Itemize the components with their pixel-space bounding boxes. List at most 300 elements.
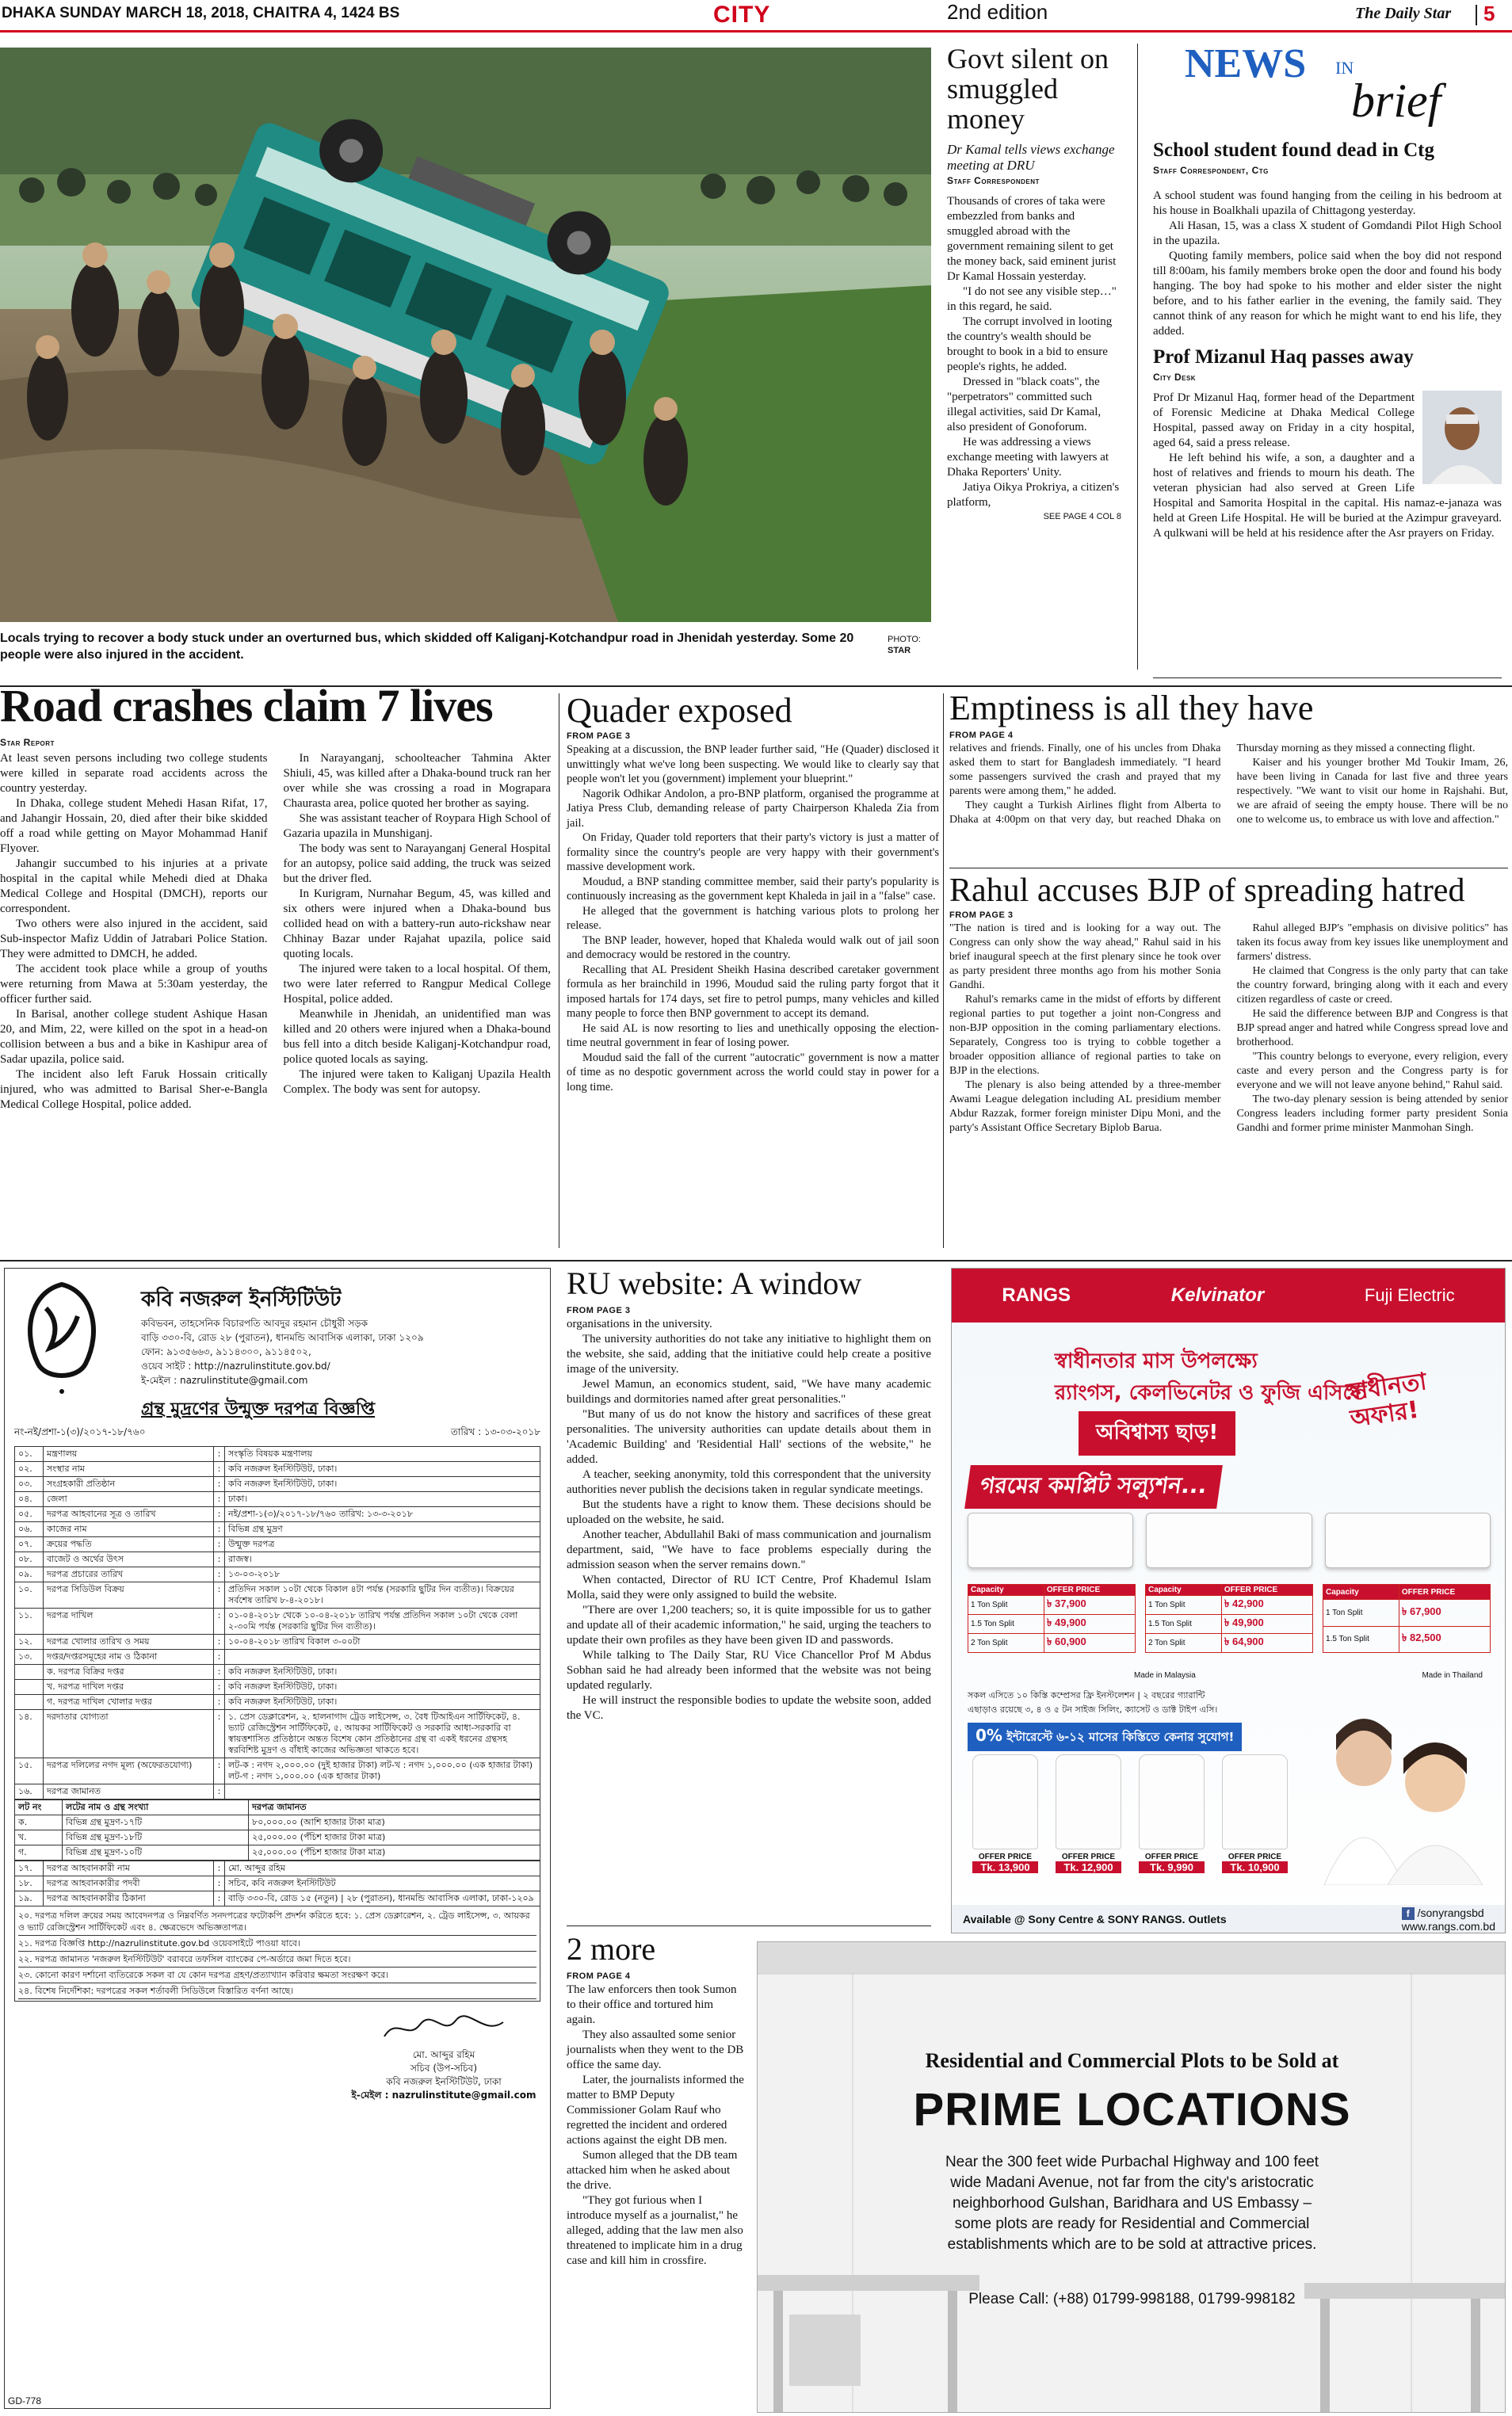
paragraph: "The nation is tired and is looking for a way out. The Congress can only show the way ahead," Rahul said in his brief inaugural speech at the first plenary since he took over as party president three months ago from his mother Sonia Gandhi. [949, 922, 1221, 991]
paragraph: Thousands of crores of taka were embezzled from banks and smuggled abroad with the government remaining silent to get the money back, said eminent jurist Dr Kamal Hossain yesterday. [947, 195, 1117, 283]
row-value: ১৩-০৩-২০১৮ [225, 1567, 540, 1582]
signer-org: কবি নজরুল ইনস্টিটিউট, ঢাকা [386, 2076, 502, 2087]
paragraph: Later, the journalists informed the matter to BMP Deputy Commissioner Golam Rauf who regretted the incident and ordered actions against the eight DB men. [567, 2074, 744, 2147]
lots-header-row [15, 1800, 540, 1815]
paragraph: He said the difference between BJP and Congress is that BJP spread anger and hatred while Congress spread love and brotherhood. [1236, 1008, 1508, 1048]
paragraph: Kaiser and his younger brother Md Toukir Imam, 26, have been living in Canada for last five and three years respectively. "We want to visit our home in Rajshahi. But, we are afraid of seeing the empty house. There will be no one to welcome us, to embrace us with love and affection." [1236, 757, 1508, 826]
lot-cell: ক. [15, 1815, 63, 1830]
row-colon: : [214, 1680, 225, 1695]
notice-header [14, 1277, 540, 1443]
row-value: সংস্কৃতি বিষয়ক মন্ত্রণালয় [225, 1447, 540, 1462]
signer-name: মো. আব্দুর রহিম [412, 2049, 475, 2060]
paragraph: Dressed in "black coats", the "perpetrators" committed such illegal activities, said Dr Kamal, also president of Gonoforum. [947, 376, 1102, 433]
notice-date: তারিখ : ১৩-০৩-২০১৮ [450, 1426, 540, 1437]
row-number: ১০. [15, 1582, 44, 1609]
price-header-cell: OFFER PRICE [1399, 1585, 1490, 1600]
row-number: ১৭. [15, 1861, 44, 1876]
row-number: ০৩. [15, 1477, 44, 1492]
signer-title: সচিব (উপ-সচিব) [410, 2063, 478, 2074]
row-value: উন্মুক্ত দরপত্র [225, 1537, 540, 1552]
signature-scribble [380, 2013, 507, 2044]
paragraph: He alleged that the government is hatching various plots to prolong her release. [567, 904, 939, 932]
row-value: প্রতিদিন সকাল ১০টা থেকে বিকাল ৪টা পর্যন্ত (সরকারি ছুটির দিন ব্যতীত)। বিক্রয়ের সর্বশেষ তারিখ ৮-৪-২০১৮। [225, 1582, 540, 1609]
row-value: বাড়ি ৩৩০-বি, রোড ১৫ (নতুন) | ২৮ (পুরাতন), ধানমন্ডি আবাসিক এলাকা, ঢাকা-১২০৯ [225, 1891, 540, 1906]
paragraph: "This country belongs to everyone, every religion, every caste and every person and the Congress party is for everyone and we will not leave anyone behind," Rahul said. [1236, 1051, 1508, 1091]
capacity-cell: 1 Ton Split [1323, 1600, 1399, 1626]
price-row [968, 1596, 1136, 1615]
row-number: ১১. [15, 1609, 44, 1635]
row-value: ১০-০৪-২০১৮ তারিখ বিকাল ৩-০০টা [225, 1635, 540, 1650]
facebook-icon: f [1402, 1907, 1415, 1920]
capacity-cell: 2 Ton Split [968, 1634, 1044, 1653]
lot-cell: বিভিন্ন গ্রন্থ মুদ্রণ-১৭টি [63, 1815, 249, 1830]
rangs-hero [952, 1323, 1505, 1933]
address-line: ই-মেইল : nazrulinstitute@gmail.com [141, 1375, 308, 1386]
notice-row [15, 1522, 540, 1537]
govt-silent-headline: Govt silent on smuggled money [947, 43, 1109, 135]
ru-from: FROM PAGE 3 [567, 1306, 631, 1315]
paper-logo: The Daily Star [1355, 5, 1452, 22]
paragraph: The university authorities do not take any initiative to highlight them on the website, she said, adding that the initiative could help create a positive image of the university. [567, 1333, 931, 1376]
price-table [1323, 1584, 1491, 1653]
paragraph: Ali Hasan, 15, was a class X student of Gomdandi Pilot High School in the upazila. [1153, 219, 1502, 247]
bus-accident-photo [0, 48, 931, 622]
rahul-headline: Rahul accuses BJP of spreading hatred [949, 872, 1465, 909]
paragraph: The incident also left Faruk Hossain critically injured, who was admitted to Barisal Sher-e-Bangla Medical College Hospital, police added. [0, 1068, 268, 1111]
govt-silent-story [947, 44, 1121, 521]
family-illustration [1292, 1695, 1499, 1885]
brief-title-news: NEWS [1185, 41, 1307, 86]
paragraph: "But many of us do not know the history and sacrifices of these great personalities. The university authorities can update details about them in 'Academic Building' and 'Residential Hall' sections of the website," he added. [567, 1408, 931, 1466]
nazrul-tender-notice [4, 1268, 551, 2409]
row-number: ০৫. [15, 1507, 44, 1522]
air-cooler-item [1217, 1754, 1292, 1873]
paragraph: A teacher, seeking anonymity, told this correspondent that the university authorities never publish the decisions taken in regular syndicate meetings. [567, 1468, 931, 1496]
emptiness-from: FROM PAGE 4 [949, 731, 1014, 740]
notice-signature [347, 2013, 540, 2102]
brief-headline-2: Prof Mizanul Haq passes away [1153, 346, 1414, 368]
row-label: দরপত্র সিডিউল বিক্রয় [44, 1582, 214, 1609]
made-in-thailand: Made in Thailand [1422, 1671, 1483, 1680]
row-colon: : [214, 1710, 225, 1758]
price-row [1146, 1634, 1313, 1653]
brief-title [1153, 36, 1502, 131]
column-divider [1137, 44, 1138, 670]
paragraph: They also assaulted some senior journalists when they went to the DB office the same day. [567, 2029, 744, 2071]
lead-photo [0, 48, 931, 622]
social-handle-text: /sonyrangsbd [1417, 1906, 1484, 1919]
ad-note-2: এছাড়াও রয়েছে ৩, ৪ ও ৫ টন সাইজ সিলিং, ক্যাসেট ও ডাক্ট টাইপ এসি। [968, 1704, 1218, 1715]
paragraph: But the students have a right to know them. These decisions should be uploaded on the website, he said. [567, 1498, 931, 1526]
row-colon: : [214, 1784, 225, 1800]
row-value: রাজস্ব। [225, 1552, 540, 1567]
row-colon: : [214, 1477, 225, 1492]
section-label: CITY [713, 2, 771, 28]
notice-table-2 [14, 1861, 540, 1906]
price-table [1145, 1584, 1313, 1653]
rangs-ad [951, 1268, 1506, 1933]
paragraph: The plenary is also being attended by a three-member Awami League delegation including AL presidium member Abdur Razzak, former foreign minister Dipu Moni, and the party's Assistant Office Secretary Biplob Barua. [949, 1079, 1221, 1134]
row-label: দরপত্র দলিলের নগদ মূল্য (অফেরতযোগ্য) [44, 1758, 214, 1784]
ac-unit-rangs [968, 1513, 1133, 1568]
paragraph: A school student was found hanging from the ceiling in his bedroom at his house in Boalkhali upazila of Chittagong yesterday. [1153, 189, 1502, 217]
row-value: কবি নজরুল ইনস্টিটিউট, ঢাকা। [225, 1477, 540, 1492]
notice-row [15, 1462, 540, 1477]
prime-title: Residential and Commercial Plots to be Sold at [925, 2049, 1339, 2072]
notice-row [15, 1784, 540, 1800]
section-rule [0, 1260, 1512, 1261]
rahul-body [949, 922, 1508, 1246]
row-value: কবি নজরুল ইনস্টিটিউট, ঢাকা। [225, 1665, 540, 1680]
prime-locations-ad [757, 1941, 1506, 2413]
lot-cell: বিভিন্ন গ্রন্থ মুদ্রণ-১০টি [63, 1845, 249, 1861]
lot-cell: গ. [15, 1845, 63, 1861]
row-colon: : [214, 1635, 225, 1650]
ad-note-1: সকল এসিতে ১০ কিস্তি কম্প্রেসর ফ্রি ইনস্টলেশন | ২ বছরের গ্যারান্টি [968, 1690, 1205, 1700]
price-table [968, 1584, 1136, 1653]
quader-story [567, 693, 939, 1094]
row-value: বিভিন্ন গ্রন্থ মুদ্রণ [225, 1522, 540, 1537]
row-colon: : [214, 1758, 225, 1784]
notice-org: কবি নজরুল ইনস্টিটিউট [141, 1288, 342, 1311]
row-value: ঢাকা। [225, 1492, 540, 1507]
brief-bottom-rule [1153, 677, 1502, 678]
paragraph: He will instruct the responsible bodies to update the website soon, added the VC. [567, 1694, 931, 1722]
paragraph: organisations in the university. [567, 1318, 712, 1330]
govt-silent-jump: SEE PAGE 4 COL 8 [1043, 512, 1121, 521]
row-number: ০৬. [15, 1522, 44, 1537]
notice-row [15, 1507, 540, 1522]
offer-price-cell: ৳ 82,500 [1399, 1626, 1490, 1652]
row-label: দরপত্র প্রচারের তারিখ [44, 1567, 214, 1582]
row-colon: : [214, 1537, 225, 1552]
offer-price-cell: ৳ 67,900 [1399, 1600, 1490, 1626]
cooler-offer-label: OFFER PRICE [1144, 1853, 1199, 1861]
notice-note: ২৪. বিশেষ নির্দেশিকা: দরপত্রের সকল শর্তাবলী সিডিউলে বিস্তারিত বর্ণনা আছে। [18, 1983, 536, 1999]
page-number: 5 [1483, 2, 1495, 25]
govt-silent-byline: Staff Correspondent [947, 175, 1040, 186]
paragraph: The law enforcers then took Sumon to their office and tortured him again. [567, 1983, 737, 2026]
mother-child-photo [1292, 1695, 1499, 1885]
address-line: ফোন: ৯১৩৫৬৬৩, ৯১১৪৩০০, ৯১১৪৫০২, [141, 1346, 311, 1357]
lot-row [15, 1845, 540, 1861]
nazrul-logo [14, 1277, 109, 1395]
ad-campaign-logo: স্বাধীনতা অফার! [1344, 1368, 1429, 1433]
row-label: দরপত্র খোলার তারিখ ও সময় [44, 1635, 214, 1650]
price-header-cell: OFFER PRICE [1044, 1585, 1135, 1596]
rangs-brand-bar [952, 1269, 1505, 1323]
ac-unit-kelvinator [1146, 1513, 1312, 1568]
row-label: ক্রয়ের পদ্ধতি [44, 1537, 214, 1552]
row-value: কবি নজরুল ইনস্টিটিউট, ঢাকা। [225, 1462, 540, 1477]
row-label: কাজের নাম [44, 1522, 214, 1537]
notice-row [15, 1695, 540, 1710]
offer-price-cell: ৳ 49,900 [1044, 1615, 1135, 1634]
notice-row [15, 1680, 540, 1695]
two-more-body [567, 1983, 745, 2269]
notice-notes [14, 1906, 540, 2002]
emptiness-story [949, 691, 1508, 900]
govt-silent-deck: Dr Kamal tells views exchange meeting at DRU [947, 142, 1115, 173]
row-number: ০২. [15, 1462, 44, 1477]
paragraph: The injured were taken to Kaliganj Upazila Health Complex. The body was sent for autopsy. [283, 1068, 551, 1096]
masthead-divider [1476, 5, 1477, 25]
row-colon: : [214, 1507, 225, 1522]
lot-row [15, 1815, 540, 1830]
paragraph: She was assistant teacher of Roypara High School of Gazaria upazila in Munshiganj. [283, 812, 551, 840]
made-in-row [1134, 1671, 1483, 1680]
row-colon: : [214, 1695, 225, 1710]
govt-silent-body [947, 194, 1121, 510]
paragraph: While talking to The Daily Star, RU Vice Chancellor Prof M Abdus Sobhan said he had already been informed that the website was not being updated regularly. [567, 1649, 931, 1692]
paragraph: He said AL is now resorting to lies and unethically opposing the election-time neutral government in fear of losing power. [567, 1021, 939, 1049]
air-cooler-image [972, 1754, 1038, 1849]
row-colon: : [214, 1462, 225, 1477]
brief-title-brief: brief [1351, 74, 1441, 127]
made-in-malaysia: Made in Malaysia [1134, 1671, 1196, 1680]
row-value [225, 1650, 540, 1665]
row-label: খ. দরপত্র দাখিল দপ্তর [44, 1680, 214, 1695]
address-line: বাড়ি ৩৩০-বি, রোড ২৮ (পুরাতন), ধানমন্ডি আবাসিক এলাকা, ঢাকা ১২০৯ [141, 1332, 424, 1343]
row-number: ০৪. [15, 1492, 44, 1507]
row-label: দরপত্র আহবানকারীর ঠিকানা [44, 1891, 214, 1906]
cooler-price: Tk. 9,990 [1139, 1861, 1205, 1873]
lots-header-cell: দরপত্র জামানত [249, 1800, 540, 1815]
paragraph: In Kurigram, Nurnahar Begum, 45, was killed and six others were injured when a Dhaka-bound bus collided head on with a battery-run auto-rickshaw near Chhinay Bazar under Rajahat upazila, police said quoting locals. [283, 887, 551, 960]
row-number: ১৪. [15, 1710, 44, 1758]
paragraph: Recalling that AL President Sheikh Hasina described caretaker government formula as her brainchild in 1996, Moudud said the ruling party forgot that it imposed hartals for 174 days, set fire to petrol pumps, many vehicles and killed many people to force then BNP government to accept its demand. [567, 963, 939, 1020]
price-tables [968, 1584, 1491, 1653]
two-more-story [567, 1933, 745, 2269]
row-label: ক. দরপত্র বিক্রির দপ্তর [44, 1665, 214, 1680]
notice-row [15, 1567, 540, 1582]
brief-body-1 [1153, 189, 1502, 339]
price-header-cell: OFFER PRICE [1221, 1585, 1312, 1596]
paragraph: The injured were taken to a local hospital. Of them, two were later referred to Rangpur Medical College Hospital, police added. [283, 963, 551, 1006]
paragraph: Moudud, a BNP standing committee member, said their party's popularity is continuously increasing as the government kept Khaleda in jail in a "false" case. [567, 875, 939, 903]
capacity-cell: 1.5 Ton Split [1323, 1626, 1399, 1652]
road-crashes-byline: Star Report [0, 737, 55, 748]
row-number: ১৯. [15, 1891, 44, 1906]
row-colon: : [214, 1582, 225, 1609]
road-crashes-headline: Road crashes claim 7 lives [0, 680, 493, 731]
row-value: ০১-০৪-২০১৮ থেকে ১০-০৪-২০১৮ তারিখ পর্যন্ত প্রতিদিন সকাল ১০টা থেকে বেলা ২-৩০মি পর্যন্ত (সরকারি ছুটির দিন ব্যতীত)। [225, 1609, 540, 1635]
price-header-row [1146, 1585, 1313, 1596]
row-number: ০৮. [15, 1552, 44, 1567]
ac-unit-fuji [1325, 1513, 1491, 1568]
paragraph: Nagorik Odhikar Andolon, a pro-BNP platform, organised the programme at Jatiya Press Club, demanding release of party Chairperson Khaleda Zia from jail. [567, 787, 939, 830]
notice-table [14, 1446, 540, 1800]
offer-price-cell: ৳ 37,900 [1044, 1596, 1135, 1615]
lots-header-cell: লট নং [15, 1800, 63, 1815]
cooler-price: Tk. 13,900 [972, 1861, 1038, 1873]
row-number [15, 1695, 44, 1710]
lot-cell: ২৫,০০০.০০ (পঁচিশ হাজার টাকা মাত্র) [249, 1830, 540, 1845]
prime-call: Please Call: (+88) 01799-998188, 01799-998182 [968, 2291, 1296, 2307]
paragraph: "There are over 1,200 teachers; so, it is quite impossible for us to gather and update all of their academic information," he said, urging the teachers to update their own profiles as they have been given ID and passwords. [567, 1604, 931, 1647]
row-colon: : [214, 1609, 225, 1635]
price-row [968, 1634, 1136, 1653]
row-label: দরপত্র আহবানকারীর পদবী [44, 1876, 214, 1891]
brand-rangs: RANGS [1002, 1284, 1071, 1306]
credit-label: PHOTO: [888, 635, 921, 644]
paragraph: Rahul alleged BJP's "emphasis on divisive politics" has taken its focus away from key issues like unemployment and farmers' distress. [1236, 922, 1508, 963]
paragraph: relatives and friends. Finally, one of his uncles from Dhaka asked them to start for Bangladesh immediately. "I heard some passengers survived the crash and prayed that my parents were among them," he added. [949, 742, 1221, 797]
road-crashes-body [0, 751, 551, 1242]
column-divider [943, 693, 944, 1248]
row-number: ০৯. [15, 1567, 44, 1582]
offer-price-cell: ৳ 49,900 [1221, 1615, 1312, 1634]
row-colon: : [214, 1650, 225, 1665]
paragraph: Jahangir succumbed to his injuries at a private hospital in the capital while Mehedi died at Dhaka Medical College and Hospital (DMCH), reports our correspondent. [0, 857, 268, 915]
row-value: কবি নজরুল ইনস্টিটিউট, ঢাকা। [225, 1695, 540, 1710]
row-number: ১৮. [15, 1876, 44, 1891]
notice-row [15, 1665, 540, 1680]
offer-price-cell: ৳ 64,900 [1221, 1634, 1312, 1653]
paragraph: The body was sent to Narayanganj General Hospital for an autopsy, police said adding, the truck was seized but the driver fled. [283, 842, 551, 885]
row-label: জেলা [44, 1492, 214, 1507]
address-line: ওয়েব সাইট : http://nazrulinstitute.gov.bd/ [141, 1361, 330, 1372]
paragraph: In Barisal, another college student Ashique Hasan 20, and Mim, 22, were killed on the spot in a head-on collision between a bus and a bike in Kashipur area of Sadar upazila, police said. [0, 1008, 268, 1066]
notice-row [15, 1891, 540, 1906]
ru-website-story [567, 1265, 931, 1723]
two-more-from: FROM PAGE 4 [567, 1971, 631, 1981]
mizanul-haq-portrait [1422, 391, 1502, 484]
paragraph: When contacted, Director of RU ICT Centre, Prof Khademul Islam Molla, said they were only assigned to build the website. [567, 1574, 931, 1601]
row-label: দরপত্র আহবানকারী নাম [44, 1861, 214, 1876]
row-number [15, 1680, 44, 1695]
capacity-cell: 1.5 Ton Split [1146, 1615, 1222, 1634]
paragraph: The corrupt involved in looting the country's wealth should be brought to book in a bid to ensure people's rights, he added. [947, 315, 1113, 373]
emi-text: ইন্টারেস্টে ৬-১২ মাসের কিস্তিতে কেনার সুযোগ! [1006, 1730, 1235, 1744]
emi-banner [968, 1723, 1242, 1751]
paragraph: "I do not see any visible step…" in this regard, he said. [947, 285, 1117, 313]
paragraph: Moudud said the fall of the current "autocratic" government is now a matter of time as no despotic government across the world could stay in power for a long time. [567, 1051, 939, 1093]
price-header-cell: Capacity [968, 1585, 1044, 1596]
brief-body-2 [1153, 391, 1502, 541]
notice-address [141, 1316, 424, 1387]
edition-label: 2nd edition [947, 0, 1048, 24]
address-line: কবিভবন, তাহসেনিক বিচারপতি আবদুর রহমান চৌধুরী সড়ক [141, 1318, 368, 1329]
notice-row [15, 1758, 540, 1784]
paragraph: He left behind his wife, a son, a daughter and a host of relatives and friends to mourn his death. The veteran physician had also served at Green Life Hospital and Samorita Hospital in the capital. His namaz-e-janaza was held at Green Life Hospital. He will be buried at the Azimpur graveyard. A qulkwani will be held at his residence after the Asr prayers on Friday. [1153, 452, 1502, 540]
paragraph: "They got furious when I introduce myself as a journalist," he alleged, adding that the law men also threatened to implicate him in a drug case and kill him in crossfire. [567, 2194, 743, 2267]
notice-row [15, 1477, 540, 1492]
capacity-cell: 1 Ton Split [1146, 1596, 1222, 1615]
notice-row [15, 1552, 540, 1567]
lot-row [15, 1830, 540, 1845]
price-row [1146, 1615, 1313, 1634]
paragraph: Another teacher, Abdullahil Baki of mass communication and journalism department, said, "We have to face problems especially during the admission season when the server remains down." [567, 1529, 931, 1571]
lot-cell: বিভিন্ন গ্রন্থ মুদ্রণ-১৮টি [63, 1830, 249, 1845]
quader-from: FROM PAGE 3 [567, 731, 631, 741]
quader-body [567, 742, 939, 1094]
emptiness-headline: Emptiness is all they have [949, 689, 1314, 727]
paragraph: In Narayanganj, schoolteacher Tahmina Akter Shiuli, 45, was killed after a Dhaka-bound truck ran her over while she was crossing a road in Mograpara Chaurasta area, police quoted her brother as saying. [283, 752, 551, 810]
notice-ref: নং-নই/প্রশা-১(৩)/২০১৭-১৮/৭৬০ [14, 1426, 146, 1437]
paragraph: Speaking at a discussion, the BNP leader further said, "He (Quader) disclosed it unwittingly what we've long been suspecting. We would like to clearly say that people won't let you (government) implement your blueprint." [567, 743, 939, 785]
row-colon: : [214, 1665, 225, 1680]
lot-cell: ২৫,০০০.০০ (পঁচিশ হাজার টাকা মাত্র) [249, 1845, 540, 1861]
capacity-cell: 1.5 Ton Split [968, 1615, 1044, 1634]
ru-body [567, 1317, 931, 1723]
social-handle [1402, 1906, 1495, 1933]
air-cooler-item [1134, 1754, 1209, 1873]
notice-row [15, 1861, 540, 1876]
capacity-cell: 2 Ton Split [1146, 1634, 1222, 1653]
paragraph: Rahul's remarks came in the midst of efforts by different regional parties to put together a joint non-Congress and non-BJP opposition in the coming parliamentary elections. Separately, Congress too is trying to cobble together a broader opposition alliance of regional parties to take on BJP in the elections. [949, 994, 1221, 1077]
row-number: ১৫. [15, 1758, 44, 1784]
air-cooler-item [968, 1754, 1043, 1873]
paragraph: They caught a Turkish Airlines flight from Alberta to Dhaka at 4:00pm on that very day, but reached Dhaka on Thursday morning as they missed a connecting flight. [949, 742, 1476, 826]
cooler-offer-label: OFFER PRICE [1228, 1853, 1282, 1861]
lot-cell: ৮০,০০০.০০ (আশি হাজার টাকা মাত্র) [249, 1815, 540, 1830]
row-colon: : [214, 1876, 225, 1891]
prime-big: PRIME LOCATIONS [913, 2084, 1351, 2135]
air-cooler-image [1139, 1754, 1205, 1849]
row-label: দরদাতার যোগ্যতা [44, 1710, 214, 1758]
portrait-photo [1422, 391, 1502, 484]
cooler-price: Tk. 12,900 [1056, 1861, 1121, 1873]
rahul-from: FROM PAGE 3 [949, 910, 1014, 920]
photo-credit [888, 634, 921, 656]
air-cooler-image [1056, 1754, 1121, 1849]
row-number: ০৭. [15, 1537, 44, 1552]
lots-table [14, 1800, 540, 1861]
row-value: লট-ক : নগদ ২,০০০.০০ (দুই হাজার টাকা) লট-খ : নগদ ১,০০০.০০ (এক হাজার টাকা) লট-গ : নগদ ১,০০০.০০ (এক হাজার টাকা) [225, 1758, 540, 1784]
notice-note: ২১. দরপত্র বিজ্ঞপ্তি http://nazrulinstitute.gov.bd ওয়েবসাইটে পাওয়া যাবে। [18, 1936, 536, 1952]
paragraph: Jatiya Oikya Prokriya, a citizen's platform, [947, 481, 1120, 509]
row-label: দরপত্র দাখিল [44, 1609, 214, 1635]
cooler-offer-label: OFFER PRICE [978, 1853, 1033, 1861]
caption-text: Locals trying to recover a body stuck under an overturned bus, which skidded off Kaliganj-Kotchandpur road in Jhenidah yesterday. Some 20 people were also injured in the accident. [0, 632, 854, 662]
row-value [225, 1784, 540, 1800]
ac-units [968, 1513, 1491, 1584]
paragraph: Two others were also injured in the accident, said Sub-inspector Mafiz Uddin of Jatrabari Police Station. They were admitted to DMCH, he added. [0, 918, 268, 960]
dateline: DHAKA SUNDAY MARCH 18, 2018, CHAITRA 4, 1424 BS [2, 5, 400, 21]
price-header-row [968, 1585, 1136, 1596]
signer-email: ই-মেইল : nazrulinstitute@gmail.com [351, 2090, 536, 2101]
paragraph: The BNP leader, however, hoped that Khaleda would walk out of jail soon and democracy would be restored in the country. [567, 933, 939, 961]
paragraph: In Dhaka, college student Mehedi Hasan Rifat, 17, and Jahangir Hossain, 20, died after their bike skidded off a road while getting on Mayor Mohammad Hanif Flyover. [0, 797, 268, 855]
row-colon: : [214, 1522, 225, 1537]
notice-note: ২২. দরপত্র জামানত 'নজরুল ইনস্টিটিউট' বরাবরে তফসিল ব্যাংকের পে-অর্ডারে জমা দিতে হবে। [18, 1952, 536, 1968]
notice-row [15, 1582, 540, 1609]
notice-row [15, 1609, 540, 1635]
row-value: নই/প্রশা-১(৩)/২০১৭-১৮/৭৬০ তারিখ: ১৩-৩-২০১৮ [225, 1507, 540, 1522]
air-cooler-item [1051, 1754, 1126, 1873]
row-label: বাজেট ও অর্থের উৎস [44, 1552, 214, 1567]
row-label: গ. দরপত্র দাখিল খোলার দপ্তর [44, 1695, 214, 1710]
brief-headline-1: School student found dead in Ctg [1153, 139, 1434, 161]
row-number: ১২. [15, 1635, 44, 1650]
ad-headline: গরমের কমপ্লিট সল্যুশন... [964, 1465, 1222, 1509]
paragraph: Jewel Mamun, an economics student, said, "We have many academic buildings and dormitories named after great personalities." [567, 1378, 931, 1406]
ad-line-2: র‍্যাংগস, কেলভিনেটর ও ফুজি এসিতে [1055, 1381, 1367, 1405]
brand-kelvinator: Kelvinator [1170, 1284, 1265, 1306]
row-value: মো. আব্দুর রহিম [225, 1861, 540, 1876]
masthead-rule [0, 30, 1512, 32]
notice-row [15, 1492, 540, 1507]
row-number: ০১. [15, 1447, 44, 1462]
offer-price-cell: ৳ 42,900 [1221, 1596, 1312, 1615]
lot-cell: খ. [15, 1830, 63, 1845]
row-label: সংগ্রহকারী প্রতিষ্ঠান [44, 1477, 214, 1492]
row-number: ১৬. [15, 1784, 44, 1800]
ad-offer-banner: অবিশ্বাস্য ছাড়! [1079, 1411, 1235, 1456]
price-header-cell: Capacity [1146, 1585, 1222, 1596]
row-colon: : [214, 1891, 225, 1906]
